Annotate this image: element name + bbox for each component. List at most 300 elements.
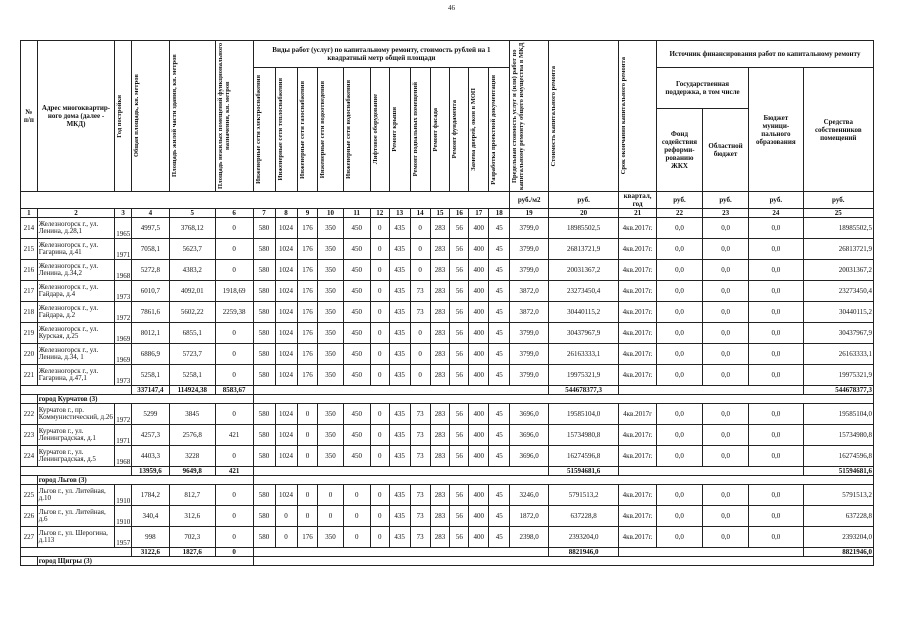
- row-work-cost: 1024: [275, 302, 297, 323]
- row-municipal: 0,0: [749, 485, 803, 506]
- row-work-cost: 435: [389, 446, 410, 467]
- row-work-cost: 450: [343, 365, 370, 386]
- row-deadline: 4кв.2017г.: [619, 239, 657, 260]
- row-fund: 0,0: [656, 239, 702, 260]
- table-row: [21, 365, 874, 386]
- row-repair-cost: 15734980,8: [549, 425, 619, 446]
- row-work-cost: 0: [370, 446, 389, 467]
- row-municipal: 0,0: [749, 323, 803, 344]
- living-area-sum: 114924,38: [169, 386, 215, 395]
- row-work-cost: 56: [450, 425, 469, 446]
- header-works-title: Виды работ (услуг) по капитальному ремонту, стоимость рублей на 1 квадратный метр общей площади: [253, 41, 510, 68]
- row-living-area: 702,3: [169, 527, 215, 548]
- header-work-11: Замена дверей, окон в МОП: [470, 88, 478, 171]
- row-work-cost: 73: [410, 302, 430, 323]
- row-municipal: 0,0: [749, 527, 803, 548]
- column-index: 5: [169, 209, 215, 218]
- row-work-cost: 450: [343, 218, 370, 239]
- row-work-cost: 435: [389, 239, 410, 260]
- row-work-cost: 400: [469, 218, 489, 239]
- row-regional: 0,0: [703, 527, 749, 548]
- table-row: [21, 239, 874, 260]
- row-nonres-area: 421: [215, 425, 253, 446]
- row-work-cost: 400: [469, 365, 489, 386]
- column-index: 25: [803, 209, 873, 218]
- row-num: 216: [21, 260, 38, 281]
- unit-limit: руб./м2: [510, 192, 549, 209]
- row-work-cost: 45: [489, 425, 510, 446]
- row-num: 219: [21, 323, 38, 344]
- row-living-area: 6855,1: [169, 323, 215, 344]
- row-address: Железногорск г., ул. Ленина, д.34, 1: [37, 344, 115, 365]
- row-deadline: 4кв.2017г.: [619, 344, 657, 365]
- row-repair-cost: 637228,8: [549, 506, 619, 527]
- unit-regional: руб.: [703, 192, 749, 209]
- row-work-cost: 45: [489, 506, 510, 527]
- row-work-cost: 0: [370, 404, 389, 425]
- row-total-area: 4257,3: [132, 425, 170, 446]
- row-total-area: 6010,7: [132, 281, 170, 302]
- row-work-cost: 435: [389, 506, 410, 527]
- row-work-cost: 400: [469, 239, 489, 260]
- row-municipal: 0,0: [749, 239, 803, 260]
- column-index: 17: [469, 209, 489, 218]
- row-year: 1968: [115, 446, 132, 467]
- row-own: 16274596,8: [803, 446, 873, 467]
- row-work-cost: 1024: [275, 239, 297, 260]
- row-nonres-area: 0: [215, 218, 253, 239]
- row-deadline: 4кв.2017г.: [619, 485, 657, 506]
- row-address: Льгов г., ул. Литейная, д.10: [37, 485, 115, 506]
- column-index: 16: [450, 209, 469, 218]
- row-work-cost: 435: [389, 281, 410, 302]
- column-index: 8: [275, 209, 297, 218]
- row-regional: 0,0: [703, 365, 749, 386]
- row-nonres-area: 0: [215, 446, 253, 467]
- row-work-cost: 56: [450, 365, 469, 386]
- row-living-area: 2576,8: [169, 425, 215, 446]
- header-work-10: Ремонт фундамента: [451, 100, 459, 159]
- column-index: 4: [132, 209, 170, 218]
- row-work-cost: 0: [370, 365, 389, 386]
- row-work-cost: 400: [469, 485, 489, 506]
- row-work-cost: 350: [318, 527, 343, 548]
- row-fund: 0,0: [656, 446, 702, 467]
- row-work-cost: 0: [275, 527, 297, 548]
- table-row: [21, 506, 874, 527]
- column-index: 6: [215, 209, 253, 218]
- row-work-cost: 283: [430, 404, 450, 425]
- row-total-area: 6886,9: [132, 344, 170, 365]
- row-own: 637228,8: [803, 506, 873, 527]
- row-work-cost: 350: [318, 281, 343, 302]
- row-nonres-area: 0: [215, 239, 253, 260]
- row-fund: 0,0: [656, 260, 702, 281]
- header-year: Год постройки: [116, 94, 124, 138]
- row-year: 1969: [115, 323, 132, 344]
- row-fund: 0,0: [656, 302, 702, 323]
- row-year: 1972: [115, 302, 132, 323]
- row-living-area: 4092,01: [169, 281, 215, 302]
- row-regional: 0,0: [703, 506, 749, 527]
- row-regional: 0,0: [703, 260, 749, 281]
- row-work-cost: 580: [253, 485, 275, 506]
- row-address: Курчатов г., ул. Ленинградская, д.1: [37, 425, 115, 446]
- row-work-cost: 0: [318, 506, 343, 527]
- row-work-cost: 0: [370, 218, 389, 239]
- row-own: 26813721,9: [803, 239, 873, 260]
- row-fund: 0,0: [656, 281, 702, 302]
- header-funding-title: Источник финансирования работ по капитальному ремонту: [656, 41, 873, 68]
- row-work-cost: 45: [489, 302, 510, 323]
- row-work-cost: 45: [489, 404, 510, 425]
- unit-cost: руб.: [549, 192, 619, 209]
- total-area-sum: 13959,6: [132, 467, 170, 476]
- row-work-cost: 580: [253, 404, 275, 425]
- row-work-cost: 0: [410, 344, 430, 365]
- row-total-area: 8012,1: [132, 323, 170, 344]
- row-work-cost: 400: [469, 281, 489, 302]
- row-work-cost: 176: [297, 260, 318, 281]
- row-work-cost: 450: [343, 404, 370, 425]
- row-work-cost: 56: [450, 239, 469, 260]
- header-work-4: Инженерные сети водоотведения: [319, 80, 327, 179]
- row-work-cost: 435: [389, 302, 410, 323]
- row-num: 214: [21, 218, 38, 239]
- header-nonres-area: Площадь нежилых помещений функционального назначения, кв. метров: [216, 42, 231, 190]
- unit-fund: руб.: [656, 192, 702, 209]
- row-work-cost: 580: [253, 281, 275, 302]
- row-work-cost: 176: [297, 344, 318, 365]
- row-regional: 0,0: [703, 218, 749, 239]
- row-year: 1968: [115, 260, 132, 281]
- row-work-cost: 56: [450, 446, 469, 467]
- row-work-cost: 73: [410, 527, 430, 548]
- row-work-cost: 45: [489, 323, 510, 344]
- table-row: [21, 485, 874, 506]
- row-work-cost: 283: [430, 527, 450, 548]
- row-total-area: 998: [132, 527, 170, 548]
- row-regional: 0,0: [703, 485, 749, 506]
- row-municipal: 0,0: [749, 365, 803, 386]
- row-nonres-area: 0: [215, 365, 253, 386]
- table-row: [21, 323, 874, 344]
- nonres-area-sum: 0: [215, 548, 253, 557]
- column-index: 9: [297, 209, 318, 218]
- row-num: 224: [21, 446, 38, 467]
- row-municipal: 0,0: [749, 260, 803, 281]
- row-work-cost: 435: [389, 260, 410, 281]
- row-work-cost: 0: [318, 485, 343, 506]
- row-num: 226: [21, 506, 38, 527]
- row-regional: 0,0: [703, 446, 749, 467]
- unit-municipal: руб.: [749, 192, 803, 209]
- row-municipal: 0,0: [749, 404, 803, 425]
- row-work-cost: 435: [389, 365, 410, 386]
- row-municipal: 0,0: [749, 446, 803, 467]
- row-own: 20031367,2: [803, 260, 873, 281]
- row-work-cost: 450: [343, 239, 370, 260]
- row-address: Курчатов г., пр. Коммунистический, д.26: [37, 404, 115, 425]
- header-work-8: Ремонт подвальных помещений: [411, 82, 419, 177]
- row-nonres-area: 1918,69: [215, 281, 253, 302]
- row-work-cost: 350: [318, 446, 343, 467]
- row-num: 227: [21, 527, 38, 548]
- row-work-cost: 0: [275, 506, 297, 527]
- row-work-cost: 580: [253, 446, 275, 467]
- row-work-cost: 0: [297, 446, 318, 467]
- row-address: Железногорск г., ул. Курская, д.25: [37, 323, 115, 344]
- header-work-2: Инженерные сети теплоснабжения: [276, 78, 284, 181]
- row-nonres-area: 0: [215, 323, 253, 344]
- table-row: [21, 260, 874, 281]
- row-regional: 0,0: [703, 404, 749, 425]
- row-year: 1957: [115, 527, 132, 548]
- row-total-area: 5258,1: [132, 365, 170, 386]
- total-area-sum: 337147,4: [132, 386, 170, 395]
- row-fund: 0,0: [656, 527, 702, 548]
- row-work-cost: 56: [450, 344, 469, 365]
- row-work-cost: 0: [410, 260, 430, 281]
- header-deadline: Срок окончания капитального ремонта: [620, 57, 628, 175]
- total-row: [21, 386, 874, 395]
- row-own: 19975321,9: [803, 365, 873, 386]
- own-funds-sum: 544678377,3: [803, 386, 873, 395]
- row-deadline: 4кв.2017г.: [619, 425, 657, 446]
- row-repair-cost: 30437967,9: [549, 323, 619, 344]
- table-row: [21, 302, 874, 323]
- table-row: [21, 527, 874, 548]
- row-repair-cost: 20031367,2: [549, 260, 619, 281]
- row-work-cost: 45: [489, 239, 510, 260]
- row-work-cost: 350: [318, 239, 343, 260]
- row-year: 1971: [115, 425, 132, 446]
- row-work-cost: 580: [253, 365, 275, 386]
- capital-repair-table: [20, 40, 874, 566]
- row-living-area: 3768,12: [169, 218, 215, 239]
- row-living-area: 5623,7: [169, 239, 215, 260]
- table-row: [21, 404, 874, 425]
- column-index: 21: [619, 209, 657, 218]
- row-work-cost: 0: [343, 527, 370, 548]
- row-work-cost: 0: [410, 218, 430, 239]
- row-work-cost: 435: [389, 218, 410, 239]
- row-work-cost: 350: [318, 404, 343, 425]
- row-regional: 0,0: [703, 323, 749, 344]
- row-work-cost: 350: [318, 425, 343, 446]
- row-address: Льгов г., ул. Литейная, д.6: [37, 506, 115, 527]
- row-deadline: 4кв.2017г: [619, 404, 657, 425]
- row-repair-cost: 23273450,4: [549, 281, 619, 302]
- row-work-cost: 283: [430, 446, 450, 467]
- row-municipal: 0,0: [749, 344, 803, 365]
- section-title: город Щигры (3): [37, 557, 253, 566]
- row-work-cost: 73: [410, 281, 430, 302]
- row-work-cost: 56: [450, 260, 469, 281]
- row-work-cost: 580: [253, 260, 275, 281]
- row-work-cost: 0: [370, 323, 389, 344]
- row-total-area: 340,4: [132, 506, 170, 527]
- row-work-cost: 450: [343, 260, 370, 281]
- row-work-cost: 0: [370, 281, 389, 302]
- total-row: [21, 467, 874, 476]
- header-repair-cost: Стоимость капитального ремонта: [550, 65, 558, 167]
- row-work-cost: 56: [450, 404, 469, 425]
- row-work-cost: 73: [410, 425, 430, 446]
- row-work-cost: 435: [389, 527, 410, 548]
- row-fund: 0,0: [656, 323, 702, 344]
- header-work-9: Ремонт фасада: [431, 107, 439, 152]
- table-row: [21, 218, 874, 239]
- row-limit-cost: 3246,0: [510, 485, 549, 506]
- row-work-cost: 1024: [275, 446, 297, 467]
- row-work-cost: 45: [489, 344, 510, 365]
- row-repair-cost: 2393204,0: [549, 527, 619, 548]
- repair-cost-sum: 8821946,0: [549, 548, 619, 557]
- row-deadline: 4кв.2017г.: [619, 281, 657, 302]
- row-municipal: 0,0: [749, 506, 803, 527]
- row-regional: 0,0: [703, 239, 749, 260]
- row-work-cost: 0: [370, 344, 389, 365]
- table-row: [21, 446, 874, 467]
- row-work-cost: 435: [389, 344, 410, 365]
- row-year: 1973: [115, 365, 132, 386]
- row-work-cost: 56: [450, 218, 469, 239]
- row-work-cost: 580: [253, 425, 275, 446]
- repair-cost-sum: 51594681,6: [549, 467, 619, 476]
- row-total-area: 1784,2: [132, 485, 170, 506]
- header-fund: Фонд содействия реформи- рованию ЖКХ: [656, 109, 702, 192]
- header-living-area: Площадь жилой части здания, кв. метров: [170, 54, 178, 178]
- row-repair-cost: 30440115,2: [549, 302, 619, 323]
- row-municipal: 0,0: [749, 218, 803, 239]
- row-work-cost: 435: [389, 404, 410, 425]
- header-work-7: Ремонт крыши: [390, 107, 398, 152]
- row-address: Льгов г., ул. Шерогина, д.113: [37, 527, 115, 548]
- row-own: 23273450,4: [803, 281, 873, 302]
- row-own: 19585104,0: [803, 404, 873, 425]
- header-limit-cost: Предельная стоимость услуг и (или) работ по капитальному ремонту общего имущества в МКД: [511, 42, 526, 190]
- row-limit-cost: 3696,0: [510, 446, 549, 467]
- row-work-cost: 56: [450, 323, 469, 344]
- row-work-cost: 1024: [275, 323, 297, 344]
- column-index: 15: [430, 209, 450, 218]
- row-work-cost: 56: [450, 281, 469, 302]
- row-work-cost: 1024: [275, 365, 297, 386]
- total-area-sum: 3122,6: [132, 548, 170, 557]
- row-limit-cost: 3696,0: [510, 404, 549, 425]
- row-num: 225: [21, 485, 38, 506]
- row-work-cost: 176: [297, 323, 318, 344]
- row-living-area: 5258,1: [169, 365, 215, 386]
- row-living-area: 3228: [169, 446, 215, 467]
- row-deadline: 4кв.2017г.: [619, 302, 657, 323]
- row-nonres-area: 2259,38: [215, 302, 253, 323]
- row-work-cost: 0: [370, 425, 389, 446]
- row-work-cost: 56: [450, 485, 469, 506]
- row-work-cost: 1024: [275, 485, 297, 506]
- row-num: 217: [21, 281, 38, 302]
- row-work-cost: 56: [450, 302, 469, 323]
- row-num: 223: [21, 425, 38, 446]
- row-work-cost: 435: [389, 485, 410, 506]
- row-living-area: 5723,7: [169, 344, 215, 365]
- repair-cost-sum: 544678377,3: [549, 386, 619, 395]
- row-work-cost: 0: [297, 404, 318, 425]
- row-work-cost: 73: [410, 446, 430, 467]
- row-work-cost: 0: [370, 260, 389, 281]
- row-living-area: 4383,2: [169, 260, 215, 281]
- row-work-cost: 45: [489, 485, 510, 506]
- row-work-cost: 45: [489, 281, 510, 302]
- header-state-support: Государственная поддержка, в том числе: [656, 68, 748, 109]
- row-year: 1972: [115, 404, 132, 425]
- header-total-area: Общая площадь, кв. метров: [133, 74, 141, 158]
- row-work-cost: 450: [343, 323, 370, 344]
- row-work-cost: 45: [489, 260, 510, 281]
- row-repair-cost: 19975321,9: [549, 365, 619, 386]
- row-work-cost: 0: [297, 506, 318, 527]
- row-own: 30440115,2: [803, 302, 873, 323]
- row-total-area: 4997,5: [132, 218, 170, 239]
- row-work-cost: 400: [469, 425, 489, 446]
- row-total-area: 5299: [132, 404, 170, 425]
- column-index-row: [21, 209, 874, 218]
- row-work-cost: 450: [343, 302, 370, 323]
- row-year: 1910: [115, 506, 132, 527]
- row-work-cost: 400: [469, 527, 489, 548]
- row-work-cost: 0: [343, 506, 370, 527]
- row-work-cost: 283: [430, 218, 450, 239]
- section-title: город Льгов (3): [37, 476, 253, 485]
- row-work-cost: 283: [430, 485, 450, 506]
- living-area-sum: 9649,8: [169, 467, 215, 476]
- row-regional: 0,0: [703, 425, 749, 446]
- row-limit-cost: 3799,0: [510, 239, 549, 260]
- row-work-cost: 45: [489, 446, 510, 467]
- row-repair-cost: 26163333,1: [549, 344, 619, 365]
- row-fund: 0,0: [656, 218, 702, 239]
- row-living-area: 312,6: [169, 506, 215, 527]
- row-work-cost: 45: [489, 365, 510, 386]
- row-work-cost: 400: [469, 404, 489, 425]
- row-work-cost: 0: [410, 239, 430, 260]
- row-nonres-area: 0: [215, 485, 253, 506]
- row-fund: 0,0: [656, 506, 702, 527]
- column-index: 3: [115, 209, 132, 218]
- row-year: 1969: [115, 344, 132, 365]
- row-limit-cost: 3799,0: [510, 260, 549, 281]
- row-year: 1910: [115, 485, 132, 506]
- row-work-cost: 350: [318, 323, 343, 344]
- row-living-area: 5602,22: [169, 302, 215, 323]
- row-limit-cost: 3799,0: [510, 365, 549, 386]
- row-work-cost: 580: [253, 527, 275, 548]
- row-nonres-area: 0: [215, 527, 253, 548]
- column-index: 1: [21, 209, 38, 218]
- row-work-cost: 450: [343, 446, 370, 467]
- row-address: Железногорск г., ул. Гагарина, д.47,1: [37, 365, 115, 386]
- row-work-cost: 400: [469, 302, 489, 323]
- row-work-cost: 283: [430, 302, 450, 323]
- row-work-cost: 283: [430, 425, 450, 446]
- row-nonres-area: 0: [215, 506, 253, 527]
- row-address: Железногорск г., ул. Ленина, д.34,2: [37, 260, 115, 281]
- row-work-cost: 450: [343, 344, 370, 365]
- row-num: 215: [21, 239, 38, 260]
- column-index: 23: [703, 209, 749, 218]
- row-limit-cost: 2398,0: [510, 527, 549, 548]
